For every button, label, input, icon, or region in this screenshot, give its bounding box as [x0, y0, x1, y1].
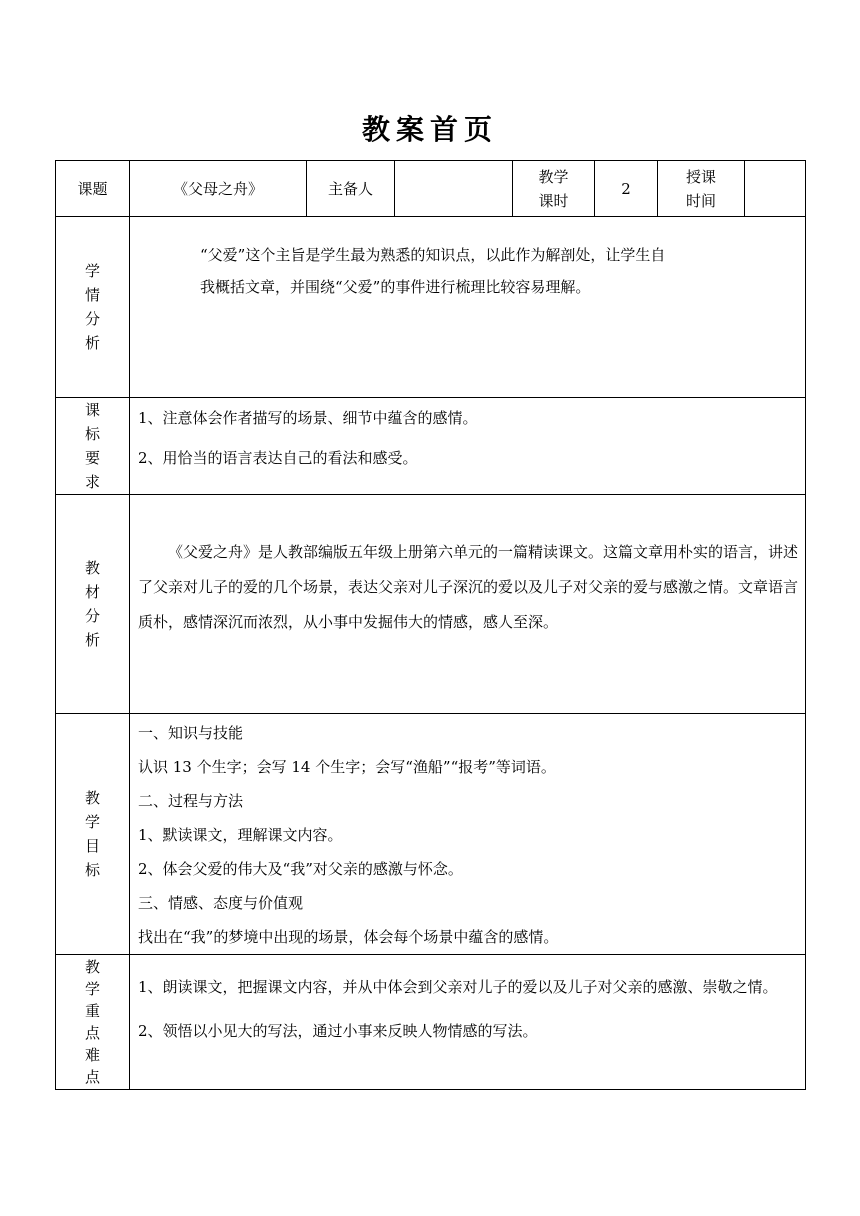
time-label: 授课 时间 [658, 161, 745, 217]
page-title: 教案首页 [361, 113, 498, 146]
hours-label: 教学 课时 [513, 161, 595, 217]
material-analysis-label: 教 材 分 析 [56, 495, 130, 714]
key-points-label: 教 学 重 点 难 点 [56, 955, 130, 1090]
topic-label: 课题 [56, 161, 130, 217]
header-row [56, 161, 806, 217]
student-analysis-row [56, 217, 806, 398]
material-analysis-row [56, 495, 806, 714]
objectives-content: 一、知识与技能 认识 13 个生字；会写 14 个生字；会写“渔船”“报考”等词语。 二、过程与方法 1、默读课文，理解课文内容。 2、体会父爱的伟大及“我”对父亲的感激与怀念。 三、情感、态度与价值观 找出在“我”的梦境中出现的场景，体会每个场景中蕴含的感情。 [130, 714, 806, 955]
curriculum-label: 课 标 要 求 [56, 398, 130, 495]
preparer-label: 主备人 [307, 161, 395, 217]
topic-value: 《父母之舟》 [130, 161, 307, 217]
time-value [745, 161, 806, 217]
lesson-plan-table [55, 160, 806, 1090]
student-analysis-content: “父爱”这个主旨是学生最为熟悉的知识点，以此作为解剖处，让学生自 我概括文章，并围绕“父爱”的事件进行梳理比较容易理解。 [130, 217, 806, 398]
curriculum-content: 1、注意体会作者描写的场景、细节中蕴含的感情。 2、用恰当的语言表达自己的看法和感受。 [130, 398, 806, 495]
key-points-content: 1、朗读课文，把握课文内容，并从中体会到父亲对儿子的爱以及儿子对父亲的感激、崇敬之情。 2、领悟以小见大的写法，通过小事来反映人物情感的写法。 [130, 955, 806, 1090]
student-analysis-label: 学 情 分 析 [56, 217, 130, 398]
hours-value: 2 [595, 161, 658, 217]
curriculum-row [56, 398, 806, 495]
key-points-row [56, 955, 806, 1090]
preparer-value [395, 161, 513, 217]
material-analysis-content: 《父爱之舟》是人教部编版五年级上册第六单元的一篇精读课文。这篇文章用朴实的语言，讲述了父亲对儿子的爱的几个场景，表达父亲对儿子深沉的爱以及儿子对父亲的爱与感激之情。文章语言质朴，感情深沉而浓烈，从小事中发掘伟大的情感，感人至深。 [130, 495, 806, 714]
objectives-label: 教 学 目 标 [56, 714, 130, 955]
objectives-row [56, 714, 806, 955]
